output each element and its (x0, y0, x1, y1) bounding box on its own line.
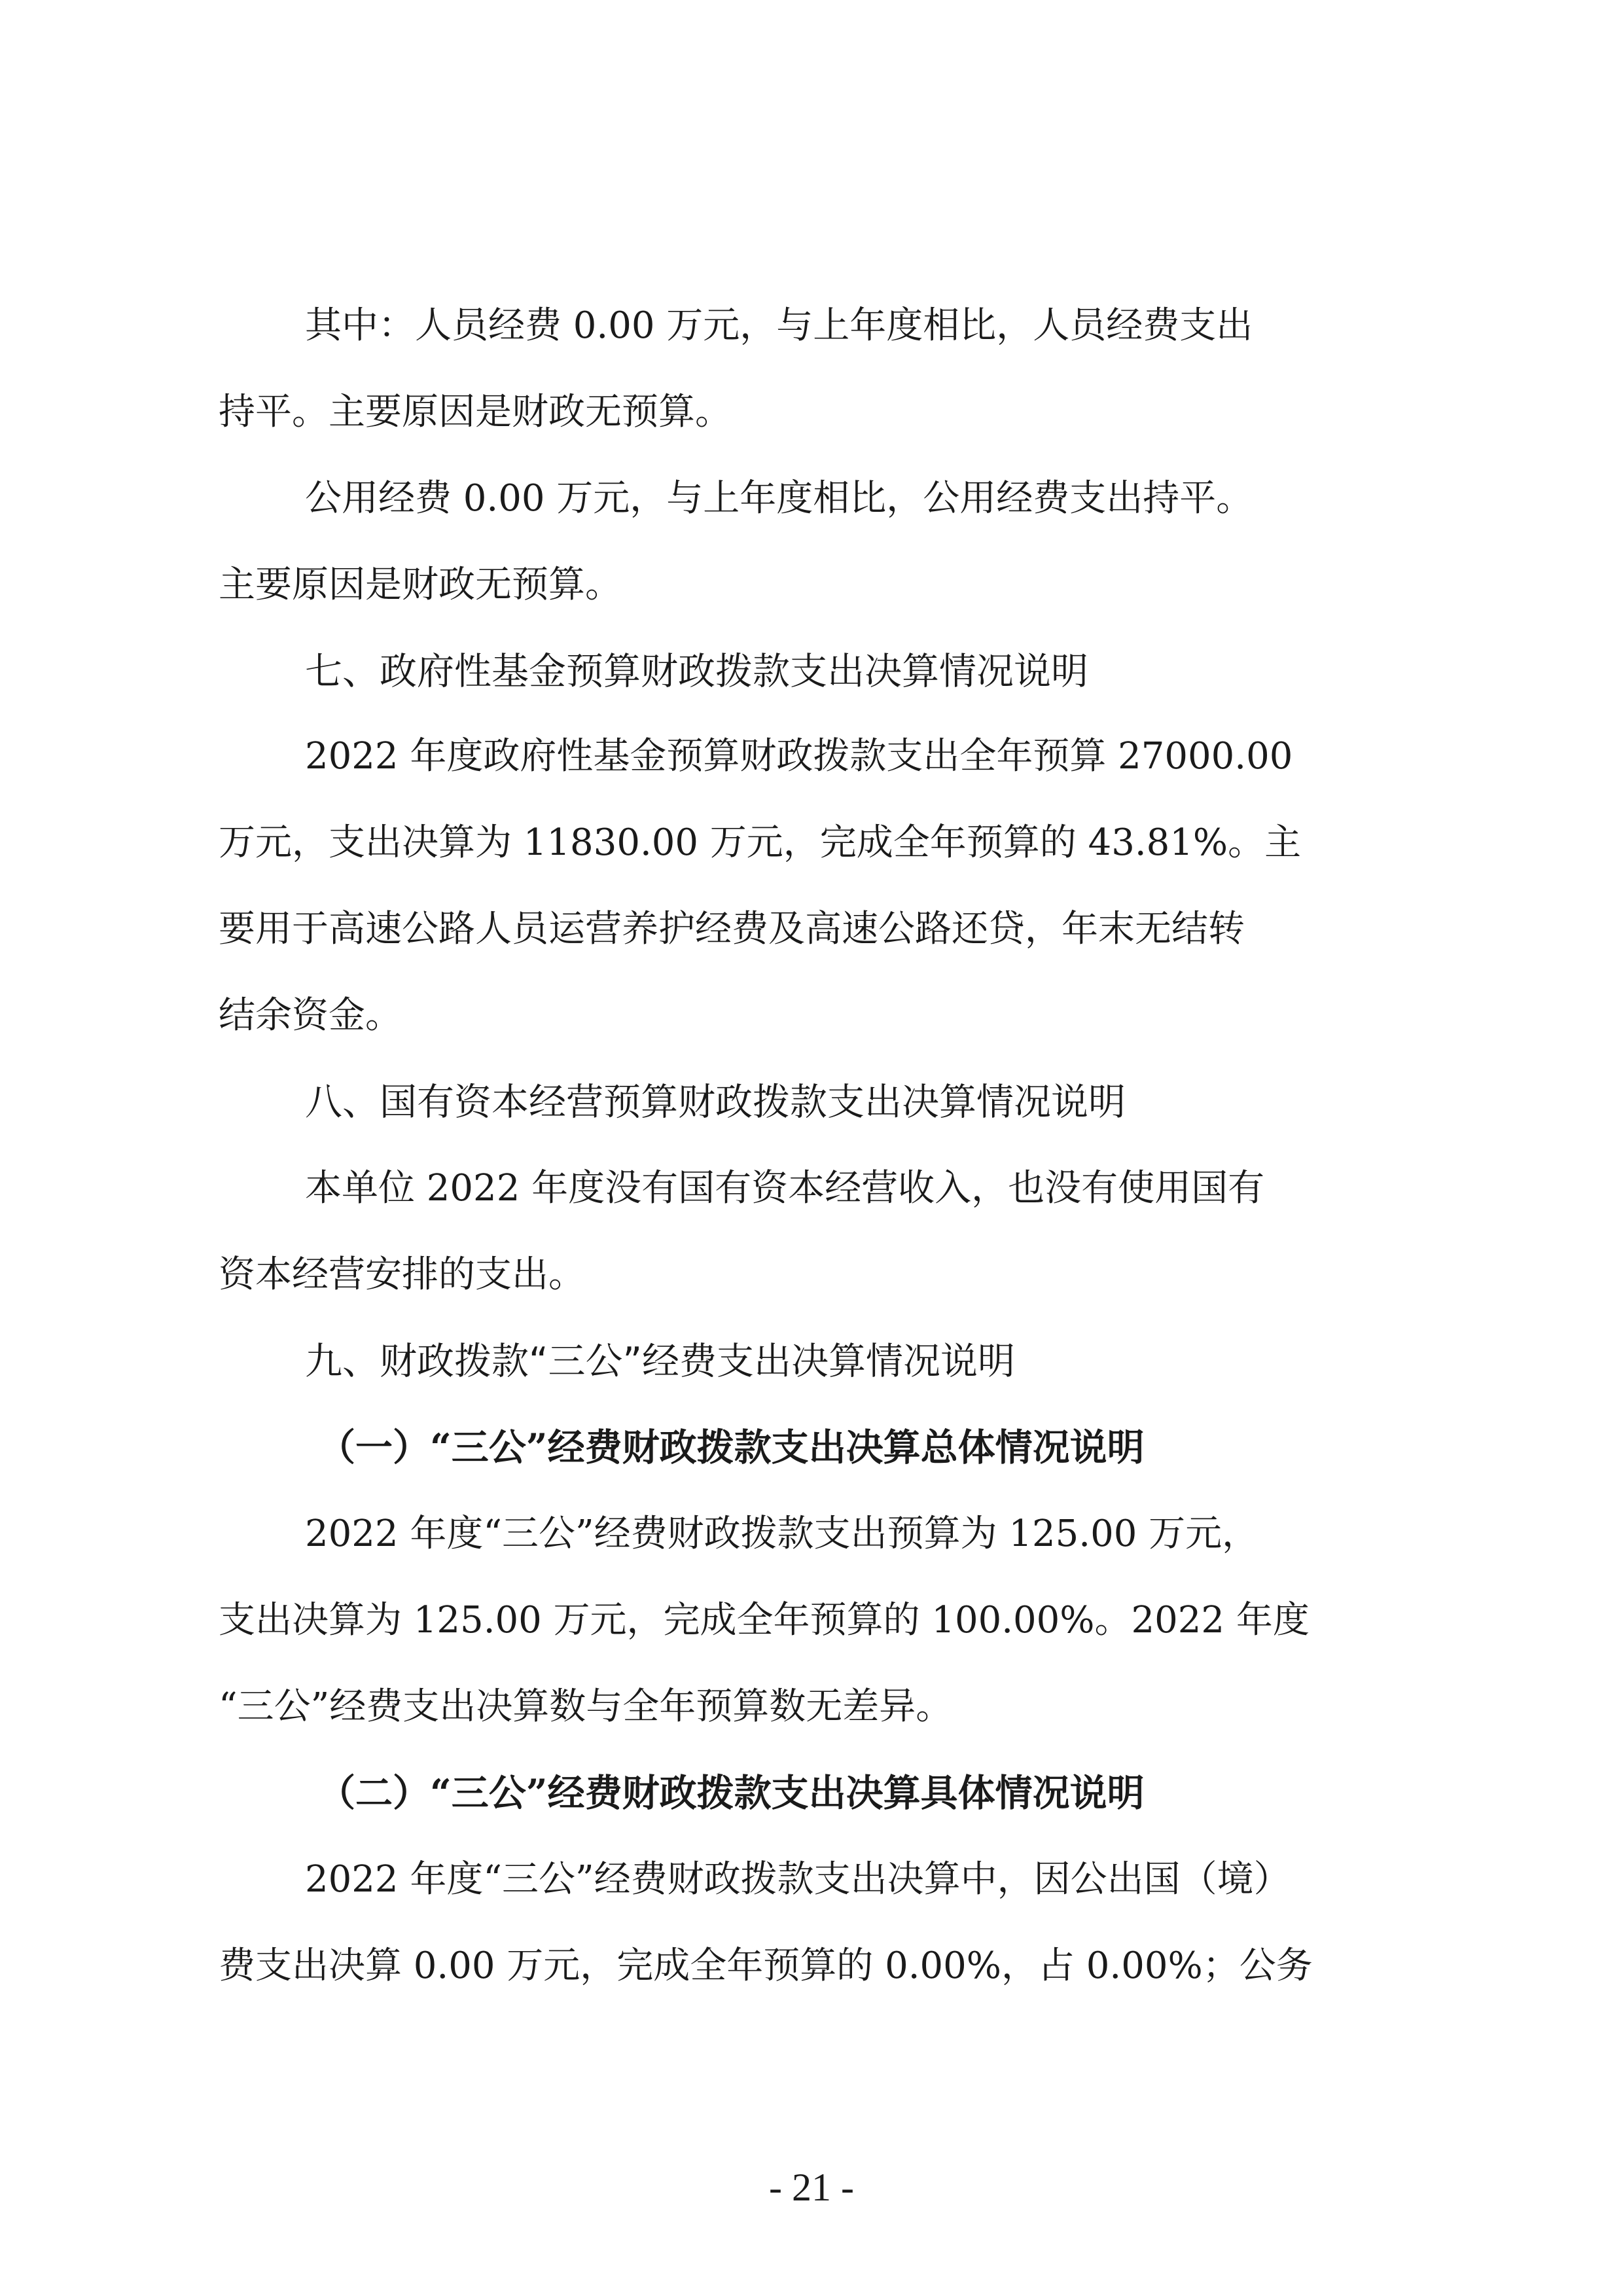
paragraph-line: 费支出决算 0.00 万元，完成全年预算的 0.00%，占 0.00%；公务 (219, 1945, 1313, 1987)
paragraph-line: 2022 年度“三公”经费财政拨款支出预算为 125.00 万元， (305, 1513, 1259, 1555)
paragraph-line: 2022 年度政府性基金预算财政拨款支出全年预算 27000.00 (305, 735, 1293, 778)
paragraph-line: 要用于高速公路人员运营养护经费及高速公路还贷，年末无结转 (219, 908, 1245, 950)
paragraph-line: 支出决算为 125.00 万元，完成全年预算的 100.00%。2022 年度 (219, 1599, 1310, 1641)
section-heading: 七、政府性基金预算财政拨款支出决算情况说明 (305, 650, 1088, 693)
section-heading: 九、财政拨款“三公”经费支出决算情况说明 (305, 1340, 1016, 1383)
paragraph-line: 本单位 2022 年度没有国有资本经营收入，也没有使用国有 (305, 1167, 1265, 1210)
page-number: - 21 - (769, 2166, 854, 2209)
paragraph-line: 2022 年度“三公”经费财政拨款支出决算中，因公出国（境） (305, 1858, 1291, 1901)
section-heading: 八、国有资本经营预算财政拨款支出决算情况说明 (305, 1081, 1126, 1124)
paragraph-line: 万元，支出决算为 11830.00 万元，完成全年预算的 43.81%。主 (219, 821, 1302, 864)
subsection-heading: （一）“三公”经费财政拨款支出决算总体情况说明 (318, 1426, 1145, 1469)
subsection-heading: （二）“三公”经费财政拨款支出决算具体情况说明 (318, 1771, 1145, 1815)
paragraph-line: 其中：人员经费 0.00 万元，与上年度相比，人员经费支出 (305, 304, 1253, 347)
paragraph-line: 主要原因是财政无预算。 (219, 564, 622, 606)
paragraph-line: “三公”经费支出决算数与全年预算数无差异。 (219, 1685, 953, 1728)
paragraph-line: 资本经营安排的支出。 (219, 1253, 585, 1296)
paragraph-line: 持平。主要原因是财政无预算。 (219, 391, 732, 433)
paragraph-line: 结余资金。 (219, 994, 402, 1037)
paragraph-line: 公用经费 0.00 万元，与上年度相比，公用经费支出持平。 (305, 477, 1253, 520)
